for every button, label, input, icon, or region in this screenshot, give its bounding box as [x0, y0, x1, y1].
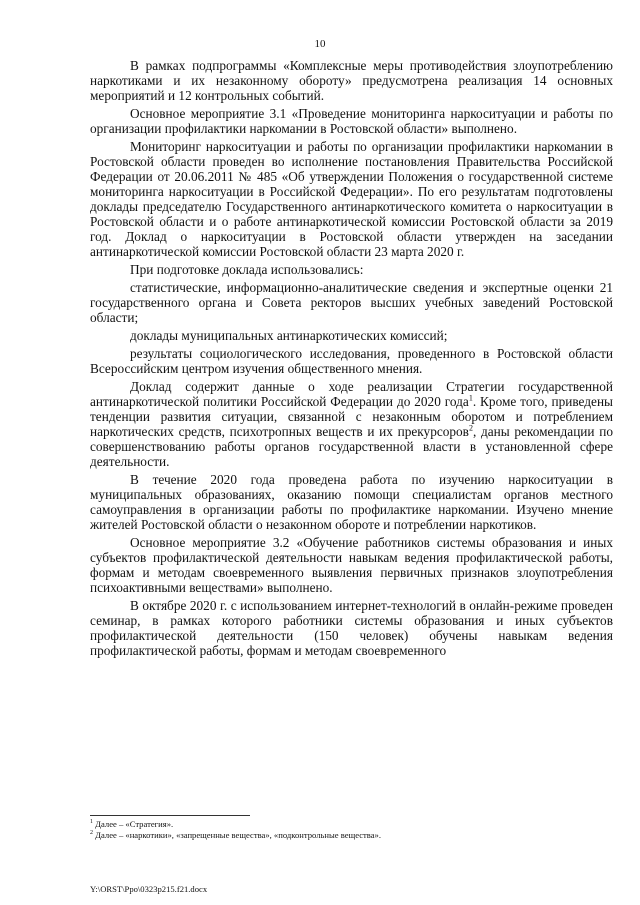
paragraph — [90, 328, 613, 343]
paragraph-text: статистические, информационно-аналитические сведения и экспертные оценки 21 государственного органа и Совета ректоров высших учебных заведений Ростовской области; — [90, 280, 613, 325]
paragraph — [90, 472, 613, 532]
page-number: 10 — [314, 38, 326, 50]
paragraph — [90, 535, 613, 595]
paragraph-text: В октябре 2020 г. с использованием интернет-технологий в онлайн-режиме проведен семинар, в рамках которого работники системы образования и иных субъектов профилактической деятельности (150 человек) обучены навыкам ведения профилактической работы, формам и методам своевременного — [90, 598, 613, 658]
paragraph — [90, 58, 613, 103]
paragraph-text: результаты социологического исследования, проведенного в Ростовской области Всероссийским центром изучения общественного мнения. — [90, 346, 613, 376]
paragraph — [90, 346, 613, 376]
footnote-marker: 2 — [90, 830, 93, 837]
paragraph-text: . Кроме того, приведены тенденции развития ситуации, связанной с незаконным оборотом и потреблением наркотических средств, психотропных веществ и их прекурсоров — [90, 394, 613, 439]
footnote — [90, 819, 613, 830]
footnote-ref[interactable]: 1 — [468, 393, 473, 403]
paragraph-text: , даны рекомендации по совершенствованию работы органов государственной власти в установленной сфере деятельности. — [90, 424, 613, 469]
paragraph-text: В рамках подпрограммы «Комплексные меры противодействия злоупотреблению наркотиками и их незаконному обороту» предусмотрена реализация 14 основных мероприятий и 12 контрольных событий. — [90, 58, 613, 103]
paragraph-text: В течение 2020 года проведена работа по изучению наркоситуации в муниципальных образованиях, оказанию помощи специалистам органов местного самоуправления в организации работы по профилактике наркомании. Изучено мнение жителей Ростовской области о незаконном обороте и потреблении наркотиков. — [90, 472, 613, 532]
footnote — [90, 830, 613, 841]
paragraph — [90, 262, 613, 277]
file-path: Y:\ORST\Ppo\0323p215.f21.docx — [90, 884, 208, 894]
footnote-divider — [90, 815, 250, 816]
document-body — [90, 58, 613, 658]
paragraph-text: Мониторинг наркоситуации и работы по организации профилактики наркомании в Ростовской области проведен во исполнение постановления Правительства Российской Федерации от 20.06.2011 № 485 «Об утверждении Положения о государственной системе мониторинга наркоситуации в Российской Федерации». По его результатам подготовлены доклады председателю Государственного антинаркотического комитета о наркоситуации в Ростовской области и о работе антинаркотической комиссии Ростовской области за 2019 год. Доклад о наркоситуации в Ростовской области утвержден на заседании антинаркотической комиссии Ростовской области 23 марта 2020 г. — [90, 139, 613, 259]
paragraph — [90, 139, 613, 259]
paragraph-text: Основное мероприятие 3.2 «Обучение работников системы образования и иных субъектов профилактической деятельности навыкам ведения профилактической работы, формам и методам своевременного выявления первичных признаков злоупотребления психоактивными веществами» выполнено. — [90, 535, 613, 595]
paragraph — [90, 379, 613, 469]
paragraph — [90, 280, 613, 325]
footnotes — [90, 819, 613, 841]
paragraph-text: Основное мероприятие 3.1 «Проведение мониторинга наркоситуации и работы по организации профилактики наркомании в Ростовской области» выполнено. — [90, 106, 613, 136]
paragraph-text: доклады муниципальных антинаркотических комиссий; — [130, 328, 448, 343]
footnote-text: Далее – «наркотики», «запрещенные вещества», «подконтрольные вещества». — [93, 830, 381, 840]
footnote-marker: 1 — [90, 819, 93, 826]
paragraph-text: Доклад содержит данные о ходе реализации Стратегии государственной антинаркотической политики Российской Федерации до 2020 года — [90, 379, 613, 409]
paragraph — [90, 106, 613, 136]
paragraph-text: При подготовке доклада использовались: — [130, 262, 364, 277]
paragraph — [90, 598, 613, 658]
footnote-text: Далее – «Стратегия». — [93, 819, 174, 829]
footnote-ref[interactable]: 2 — [468, 423, 473, 433]
